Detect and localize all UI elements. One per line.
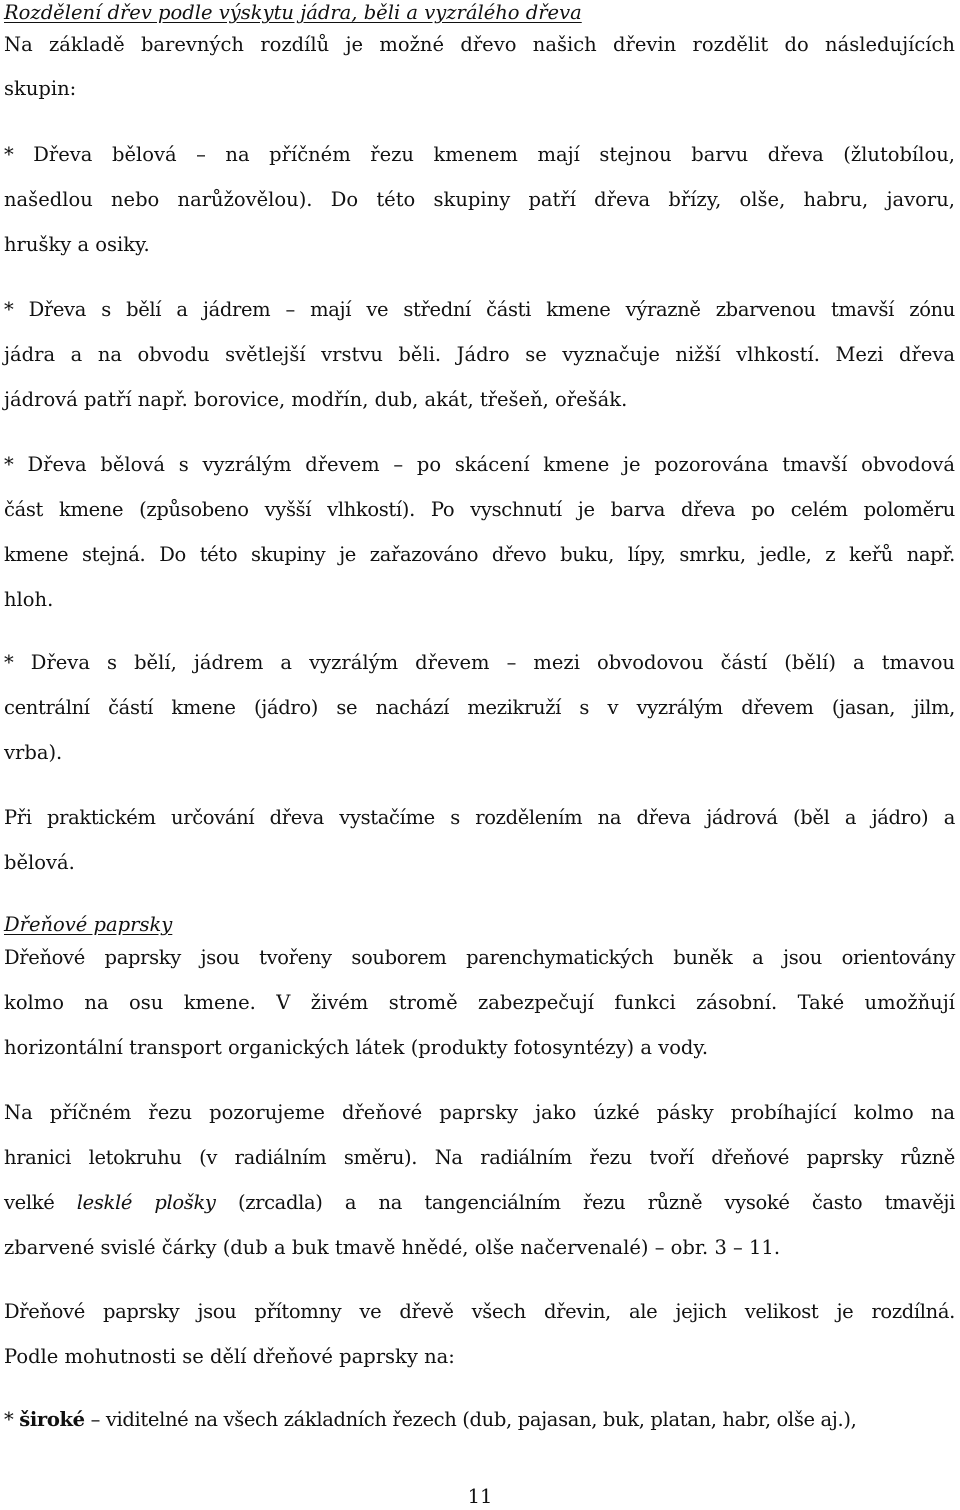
page-number: 11 (467, 1485, 493, 1508)
text-line: horizontální transport organických látek (produkty fotosyntézy) a vody. (4, 1036, 709, 1059)
text-line: hranici letokruhu (v radiálním směru). Na radiálním řezu tvoří dřeňové paprsky různě (4, 1146, 955, 1169)
text-line (4, 1189, 955, 1217)
text-line: hloh. (4, 588, 54, 611)
text-run: (zrcadla) a na tangenciálním řezu různě vysoké často tmavěji (215, 1191, 956, 1214)
text-line: část kmene (způsobeno vyšší vlhkostí). Po vyschnutí je barva dřeva po celém poloměru (4, 498, 955, 521)
text-line: bělová. (4, 851, 75, 874)
text-line: * Dřeva s bělí a jádrem – mají ve střední části kmene výrazně zbarvenou tmavší zónu (4, 298, 955, 321)
bullet-star: * (4, 1408, 20, 1431)
text-line: Na základě barevných rozdílů je možné dřevo našich dřevin rozdělit do následujících (4, 33, 955, 56)
text-line: Podle mohutnosti se dělí dřeňové paprsky na: (4, 1345, 455, 1368)
text-run: – viditelné na všech základních řezech (dub, pajasan, buk, platan, habr, olše aj.), (84, 1408, 857, 1431)
text-line: kolmo na osu kmene. V živém stromě zabezpečují funkci zásobní. Také umožňují (4, 991, 955, 1014)
text-line: Dřeňové paprsky jsou přítomny ve dřevě všech dřevin, ale jejich velikost je rozdílná. (4, 1300, 955, 1323)
text-line: * Dřeva s bělí, jádrem a vyzrálým dřevem – mezi obvodovou částí (bělí) a tmavou (4, 651, 955, 674)
text-run: velké (4, 1191, 77, 1214)
text-line: skupin: (4, 77, 77, 100)
text-line: kmene stejná. Do této skupiny je zařazováno dřevo buku, lípy, smrku, jedle, z keřů např. (4, 543, 955, 566)
text-line: * Dřeva bělová s vyzrálým dřevem – po skácení kmene je pozorována tmavší obvodová (4, 453, 955, 476)
section-heading: Rozdělení dřev podle výskytu jádra, běli a vyzrálého dřeva (4, 1, 582, 24)
text-line: hrušky a osiky. (4, 233, 150, 256)
text-line: Při praktickém určování dřeva vystačíme s rozdělením na dřeva jádrová (běl a jádro) a (4, 806, 955, 829)
section-heading: Dřeňové paprsky (4, 913, 173, 936)
text-line: Dřeňové paprsky jsou tvořeny souborem parenchymatických buněk a jsou orientovány (4, 946, 955, 969)
text-line: jádra a na obvodu světlejší vrstvu běli. Jádro se vyznačuje nižší vlhkostí. Mezi dřeva (4, 343, 955, 366)
text-line: vrba). (4, 741, 63, 764)
text-line: jádrová patří např. borovice, modřín, dub, akát, třešeň, ořešák. (4, 388, 628, 411)
text-line: Na příčném řezu pozorujeme dřeňové paprsky jako úzké pásky probíhající kolmo na (4, 1101, 955, 1124)
text-line: zbarvené svislé čárky (dub a buk tmavě hnědé, olše načervenalé) – obr. 3 – 11. (4, 1236, 781, 1259)
text-line: centrální částí kmene (jádro) se nachází mezikruží s v vyzrálým dřevem (jasan, jilm, (4, 696, 955, 719)
italic-term: lesklé plošky (76, 1191, 216, 1214)
text-line: našedlou nebo narůžovělou). Do této skupiny patří dřeva břízy, olše, habru, javoru, (4, 188, 955, 211)
text-line: * Dřeva bělová – na příčném řezu kmenem mají stejnou barvu dřeva (žlutobílou, (4, 143, 955, 166)
text-line (4, 1406, 955, 1434)
bold-term: široké (19, 1408, 85, 1431)
